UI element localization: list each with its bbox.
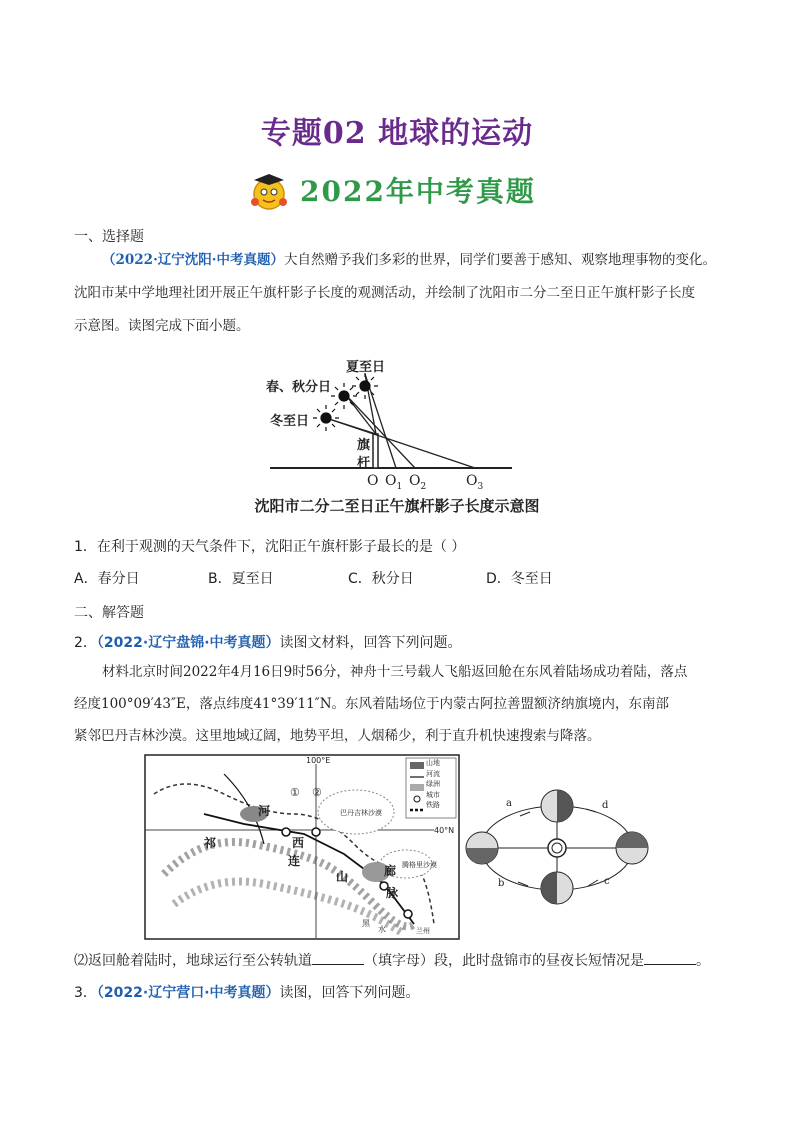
flagpole <box>373 434 378 468</box>
material-line: 紧邻巴丹吉林沙漠。这里地域辽阔，地势平坦，人烟稀少，利于直升机快速搜索与降落。 <box>74 728 601 744</box>
map-desert: 腾格里沙漠 <box>402 861 437 869</box>
orbit-label-b: b <box>498 878 505 889</box>
section-answer: 二、解答题 <box>74 605 144 621</box>
orbit-label-a: a <box>506 798 512 809</box>
sun-icon <box>352 373 378 399</box>
map-legend: 山地 河流 绿洲 城市 铁路 <box>426 759 440 809</box>
intro-line: 示意图。读图完成下面小题。 <box>74 318 250 334</box>
map-place: 祁 <box>204 836 217 850</box>
map-place: 脉 <box>386 886 399 900</box>
material-line: 材料北京时间2022年4月16日9时56分，神舟十三号载人飞船返回舱在东风着陆场成功着陆，落点 <box>102 664 688 680</box>
earth-orbit-diagram <box>460 782 654 914</box>
answer-blank[interactable] <box>644 952 696 965</box>
question-2-material <box>74 656 734 752</box>
label-winter: 冬至日 <box>270 414 310 429</box>
map-river: 黑 <box>362 919 370 928</box>
intro-line: 大自然赠予我们多彩的世界，同学们要善于感知、观察地理事物的变化。 <box>283 252 716 268</box>
label-pole: 杆 <box>357 456 371 471</box>
answer-blank[interactable] <box>312 952 364 965</box>
earth-icon <box>616 832 648 864</box>
question-2-sub: ⑵返回舱着陆时，地球运行至公转轨道 （填字母）段，此时盘锦市的昼夜长短情况是 。 <box>74 953 710 969</box>
earth-icon <box>541 872 573 904</box>
question-2-stem: 2．（2022·辽宁盘锦·中考真题）读图文材料，回答下列问题。 <box>74 635 462 651</box>
map-marker: ① <box>290 786 300 799</box>
orbit-label-c: c <box>604 876 610 887</box>
label-o1: $O_1$ <box>385 473 403 492</box>
source-tag: （2022·辽宁营口·中考真题） <box>96 985 280 1001</box>
earth-icon <box>466 832 498 864</box>
question-1-stem: 1．在利于观测的天气条件下，沈阳正午旗杆影子最长的是（ ） <box>74 539 466 555</box>
map-place: 西 <box>292 836 305 850</box>
source-tag: （2022·辽宁盘锦·中考真题） <box>96 635 280 651</box>
map-place: 连 <box>288 854 301 868</box>
sun-icon <box>548 839 566 857</box>
label-summer: 夏至日 <box>346 360 386 375</box>
sun-icon <box>313 405 339 431</box>
option-c: C．秋分日 <box>348 571 414 587</box>
cartoon-logo-icon <box>246 172 292 212</box>
label-pole: 旗 <box>357 438 371 453</box>
figure-caption: 沈阳市二分二至日正午旗杆影子长度示意图 <box>254 497 540 515</box>
map-lat-label: 40°N <box>434 826 455 835</box>
label-o3: $O_3$ <box>466 473 484 492</box>
intro-line: 沈阳市某中学地理社团开展正午旗杆影子长度的观测活动，并绘制了沈阳市二分二至日正午旗杆影子长度 <box>74 285 695 301</box>
map-place: 山 <box>336 870 349 884</box>
page-subtitle: 2022年中考真题 <box>300 175 536 208</box>
earth-icon <box>541 790 573 822</box>
map-place: 廊 <box>384 864 397 878</box>
section-choice: 一、选择题 <box>74 229 144 245</box>
map-river: 水 <box>378 925 386 934</box>
map-place: 河 <box>258 804 271 818</box>
label-equinox: 春、秋分日 <box>266 380 332 395</box>
question-3-stem: 3．（2022·辽宁营口·中考真题）读图，回答下列问题。 <box>74 985 420 1001</box>
material-line: 经度100°09′43″E，落点纬度41°39′11″N。东风着陆场位于内蒙古阿拉善盟额济纳旗境内，东南部 <box>74 696 670 712</box>
option-a: A．春分日 <box>74 571 140 587</box>
map-lon-label: 100°E <box>306 756 331 765</box>
option-d: D．冬至日 <box>486 571 553 587</box>
option-b: B．夏至日 <box>208 571 274 587</box>
question-intro <box>74 244 734 343</box>
map-city: 兰州 <box>416 927 430 935</box>
map-desert: 巴丹吉林沙漠 <box>340 809 382 817</box>
label-o: O <box>367 473 379 489</box>
label-o2: $O_2$ <box>409 473 427 492</box>
orbit-label-d: d <box>602 800 609 811</box>
source-tag: （2022·辽宁沈阳·中考真题） <box>102 252 284 268</box>
map-marker: ② <box>312 786 322 799</box>
page-title: 专题02 地球的运动 <box>260 116 534 151</box>
